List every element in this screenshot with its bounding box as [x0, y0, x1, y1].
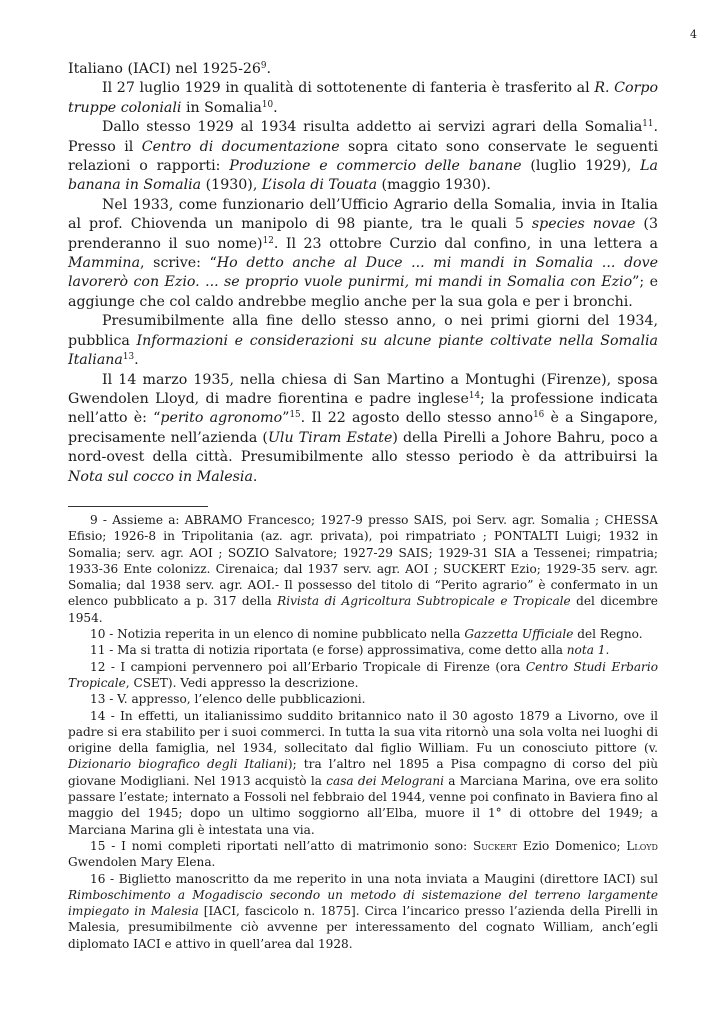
- paragraph-p5: [68, 371, 658, 487]
- footnote-ref: 14: [468, 391, 481, 402]
- italic-text: L’isola di Touata: [261, 177, 378, 194]
- text-run: 12 - I campioni pervennero poi all’Erbario Tropicale di Firenze (ora: [90, 659, 526, 674]
- page-number: 4: [690, 28, 697, 41]
- text-run: Suckert: [472, 838, 518, 853]
- italic-text: Dizionario biografico degli Italiani: [68, 757, 288, 772]
- text-run: .: [273, 99, 278, 116]
- text-run: . Il 22 agosto dello stesso anno: [300, 410, 534, 427]
- text-run: .: [252, 468, 258, 485]
- text-run: Il 14 marzo 1935, nella chiesa di San Martino a Montughi (Firenze), sposa Gwendolen Lloyd, di madre fiorentina e padre inglese: [68, 371, 658, 407]
- footnote-fn11: [68, 642, 658, 658]
- text-run: 14 - In effetti, un italianissimo suddito britannico nato il 30 agosto 1879 a Livorno, ove il padre si era stabilito per i suoi commerci. In tutta la sua vita ritornò una sola volta nei luoghi di origine della famiglia, nel 1934, sollecitato dal figlio William. Fu un conosciuto pittore (v.: [68, 708, 658, 756]
- italic-text: Mammina: [68, 255, 141, 272]
- italic-text: Ho detto anche al Duce ... mi mandi in Somalia ... dove lavorerò con Ezio. ... se proprio vuole punirmi, mi mandi in Somalia con Ezio: [68, 255, 658, 291]
- italic-text: Centro Studi Erbario Tropicale: [68, 659, 658, 690]
- text-run: . Il 23 ottobre Curzio dal confino, in una lettera a: [273, 235, 659, 252]
- text-run: Gwendolen Mary Elena.: [68, 855, 216, 870]
- text-run: 10 - Notizia reperita in un elenco di nomine pubblicato nella: [90, 627, 465, 642]
- footnote-fn12: [68, 659, 658, 692]
- footnote-fn9: [68, 512, 658, 626]
- paragraph-p2: [68, 118, 658, 196]
- footnote-fn13: [68, 691, 658, 707]
- text-run: ) della Pirelli a Johore Bahru, poco a nord-ovest della città. Presumibilmente allo stesso periodo è da attribuirsi la: [68, 429, 658, 466]
- text-run: 11 - Ma si tratta di notizia riportata (e forse) approssimativa, come detto alla: [90, 643, 567, 658]
- text-run: Ezio Domenico;: [517, 838, 627, 853]
- footnotes: [68, 512, 658, 952]
- text-run: 15 - I nomi completi riportati nell’atto di matrimonio sono:: [90, 838, 473, 853]
- footnote-fn14: [68, 708, 658, 838]
- text-run: del Regno.: [573, 627, 643, 642]
- text-run: ); tra l’altro nel 1895 a Pisa compagno di corso del più giovane Modigliani. Nel 1913 acquistò la: [68, 757, 659, 788]
- footnote-ref: 9: [260, 61, 267, 72]
- text-run: 16 - Biglietto manoscritto da me reperito in una nota inviata a Maugini (direttore IACI) sul: [90, 871, 658, 886]
- text-run: è a Singapore, precisamente nell’azienda (: [68, 410, 658, 446]
- text-run: (3 prenderanno il suo nome): [68, 216, 658, 252]
- text-run: del dicembre 1954.: [68, 594, 658, 625]
- italic-text: Nota sul cocco in Malesia: [68, 468, 253, 485]
- text-run: ”; e aggiunge che col caldo andrebbe meglio anche per la sua gola e per i bronchi.: [68, 274, 658, 310]
- text-run: 13 - V. appresso, l’elenco delle pubblicazioni.: [90, 692, 366, 707]
- text-run: 9 - Assieme a: ABRAMO Francesco; 1927-9 presso SAIS, poi Serv. agr. Somalia ; CHESSA Efisio; 1926-8 in Tripolitania (az. agr. privata), poi rimpatriato ; PONTALTI Luigi; 1932 in Somalia; serv. agr. AOI ; SOZIO Salvatore; 1927-29 SAIS; 1929-31 SIA a Tessenei; rimpatria; 1933-36 Ente colonizz. Cirenaica; dal 1937 serv. agr. AOI ; SUCKERT Ezio; 1929-35 serv. agr. Somalia; dal 1938 serv. agr. AOI.- Il possesso del titolo di “Perito agrario” è confermato in un elenco pubblicato a p. 317 della: [68, 513, 658, 609]
- text-run: Nel 1933, come funzionario dell’Ufficio Agrario della Somalia, invia in Italia al prof. Chiovenda un manipolo di 98 piante, tra le quali 5: [68, 196, 658, 233]
- text-run: Italiano (IACI) nel 1925-26: [68, 61, 261, 77]
- footnote-fn16: [68, 871, 658, 952]
- italic-text: R. Corpo truppe coloniali: [68, 80, 658, 116]
- footnote-ref: 10: [261, 99, 274, 110]
- italic-text: Gazzetta Ufficiale: [464, 627, 574, 642]
- text-run: [IACI, fascicolo n. 1875]. Circa l’incarico presso l’azienda della Pirelli in Malesia, presumibilmente ciò avvenne per interessamento del cognato William, anch’egli diplomato IACI e attivo in quell’area dal 1928.: [68, 904, 658, 951]
- text-run: , CSET). Vedi appresso la descrizione.: [125, 675, 359, 690]
- text-run: (1930),: [201, 177, 262, 194]
- italic-text: La banana in Somalia: [68, 158, 658, 194]
- text-run: in Somalia: [181, 99, 262, 116]
- text-run: .: [605, 643, 610, 658]
- text-run: (maggio 1930).: [377, 177, 491, 194]
- text-run: a Marciana Marina, ove era solito passare l’estate; internato a Fossoli nel febbraio del 1944, venne poi confinato in Baviera fino al maggio del 1945; dopo un ultimo soggiorno all’Elba, muore il 1° di ottobre del 1949; a Marciana Marina gli è intestata una via.: [68, 773, 659, 837]
- footnote-separator: [68, 506, 208, 507]
- italic-text: casa dei Melograni: [326, 773, 445, 788]
- footnote-ref: 15: [289, 410, 301, 421]
- footnote-fn15: [68, 838, 658, 871]
- italic-text: Informazioni e considerazioni su alcune piante coltivate nella Somalia Italiana: [68, 332, 658, 369]
- text-run: Presumibilmente alla fine dello stesso anno, o nei primi giorni del 1934, pubblica: [68, 313, 658, 349]
- italic-text: Ulu Tiram Estate: [267, 429, 393, 446]
- text-run: (luglio 1929),: [521, 158, 641, 175]
- paragraph-p1: [68, 79, 658, 118]
- text-run: .: [134, 352, 139, 369]
- italic-text: species novae: [531, 216, 636, 233]
- text-run: .: [266, 61, 272, 77]
- text-run: Lloyd: [626, 838, 658, 853]
- italic-text: Rimboschimento a Mogadiscio secondo un metodo di sistemazione del terreno largamente impiegato in Malesia: [68, 887, 658, 919]
- italic-text: Centro di documentazione: [141, 138, 340, 155]
- text-run: . Presso il: [68, 119, 658, 155]
- text-run: ; la professione indicata nell’atto è: “: [68, 390, 658, 427]
- text-run: , scrive: “: [140, 255, 217, 272]
- text-run: sopra citato sono conservate le seguenti relazioni o rapporti:: [68, 138, 658, 175]
- main-text: [68, 60, 658, 487]
- footnote-ref: 13: [122, 352, 135, 363]
- footnote-ref: 11: [642, 119, 654, 130]
- footnote-fn10: [68, 626, 658, 642]
- italic-text: Produzione e commercio delle banane: [229, 158, 522, 175]
- text-run: Il 27 luglio 1929 in qualità di sottotenente di fanteria è trasferito al: [102, 80, 595, 97]
- text-run: ”: [282, 410, 290, 427]
- italic-text: perito agronomo: [160, 410, 283, 427]
- footnote-ref: 16: [533, 410, 545, 421]
- paragraph-p4: [68, 312, 658, 370]
- text-run: Dallo stesso 1929 al 1934 risulta addetto ai servizi agrari della Somalia: [102, 119, 643, 136]
- footnote-ref: 12: [262, 235, 274, 246]
- italic-text: nota 1: [566, 643, 606, 658]
- paragraph-p3: [68, 196, 658, 312]
- italic-text: Rivista di Agricoltura Subtropicale e Tropicale: [277, 594, 571, 609]
- paragraph-p0: [68, 60, 658, 79]
